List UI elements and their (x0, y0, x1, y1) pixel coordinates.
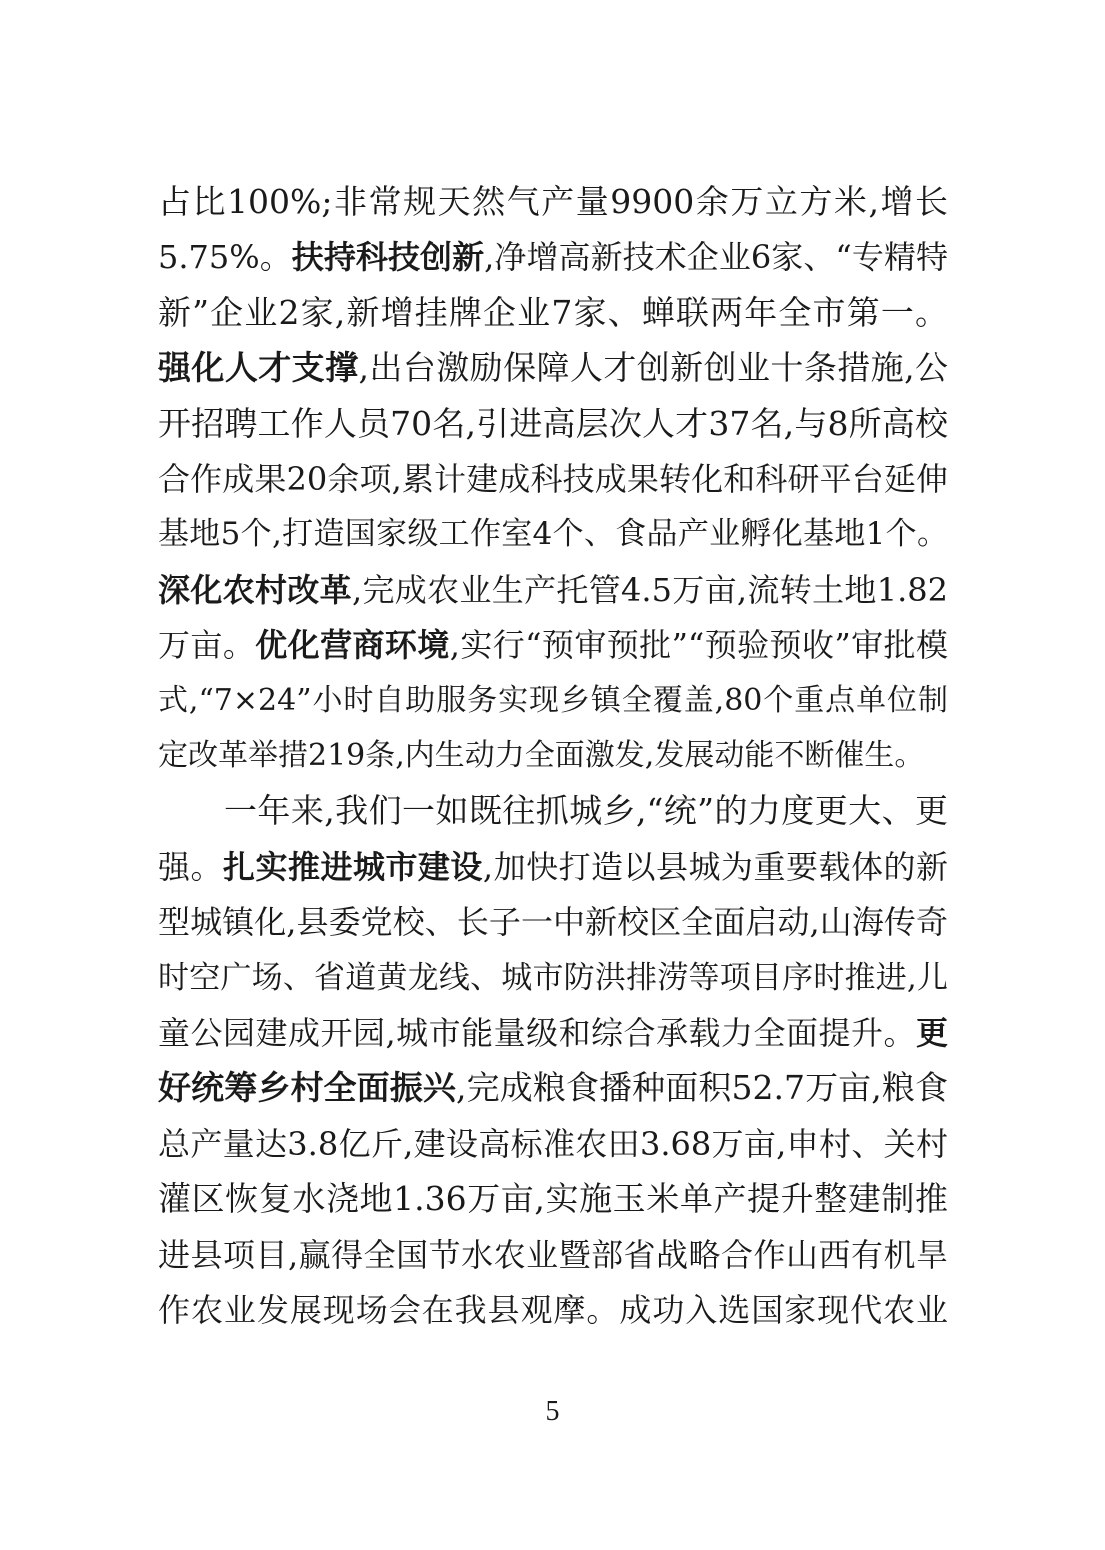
text-line (158, 175, 948, 229)
text-segment: 进县项目,赢得全国节水农业暨部省战略合作山西有机旱 (158, 1236, 948, 1274)
text-segment: ,完成农业生产托管4.5万亩,流转土地1.82 (351, 571, 948, 609)
text-segment: 式,“7×24”小时自助服务实现乡镇全覆盖,80个重点单位制 (158, 683, 948, 718)
text-segment: 5.75%。 (158, 238, 292, 276)
text-segment: 定改革举措219条,内生动力全面激发,发展动能不断催生。 (158, 738, 925, 773)
text-segment: 合作成果20余项,累计建成科技成果转化和科研平台延伸 (158, 460, 948, 498)
text-line (158, 452, 948, 506)
text-segment: ,完成粮食播种面积52.7万亩,粮食 (456, 1068, 948, 1107)
text-segment: 童公园建成开园,城市能量级和综合承载力全面提升。 (158, 1014, 916, 1052)
text-line (158, 951, 948, 1005)
text-segment: ,加快打造以县城为重要载体的新 (482, 848, 948, 886)
text-line (158, 397, 948, 451)
text-line (158, 1228, 948, 1282)
text-segment: 新”企业2家,新增挂牌企业7家、蝉联两年全市第一。 (158, 293, 948, 332)
text-segment: 强。 (158, 848, 223, 886)
text-segment: 占比100%;非常规天然气产量9900余万立方米,增长 (158, 182, 948, 221)
bold-phrase: 优化营商环境 (255, 626, 450, 664)
text-line (158, 674, 948, 728)
bold-phrase: 深化农村改革 (158, 571, 352, 609)
text-segment: 开招聘工作人员70名,引进高层次人才37名,与8所高校 (158, 404, 948, 443)
text-line (158, 840, 948, 894)
bold-phrase: 扶持科技创新 (291, 238, 485, 276)
text-line (158, 618, 948, 672)
text-line (158, 1006, 948, 1060)
text-segment: 万亩。 (158, 626, 256, 664)
text-line (158, 341, 948, 395)
text-segment: 基地5个,打造国家级工作室4个、食品产业孵化基地1个。 (158, 516, 948, 552)
bold-phrase: 更 (915, 1014, 948, 1052)
bold-phrase: 强化人才支撑 (158, 348, 359, 387)
bold-phrase: 扎实推进城市建设 (222, 848, 483, 886)
text-segment: 时空广场、省道黄龙线、城市防洪排涝等项目序时推进,儿 (158, 960, 948, 996)
text-line (158, 230, 948, 284)
text-line (158, 1061, 948, 1115)
text-segment: ,实行“预审预批”“预验预收”审批模 (449, 626, 948, 664)
text-line (158, 1117, 948, 1171)
text-segment: 总产量达3.8亿斤,建设高标准农田3.68万亩,申村、关村 (158, 1125, 948, 1163)
text-segment: 一年来,我们一如既往抓城乡,“统”的力度更大、更 (224, 791, 948, 830)
text-segment: ,出台激励保障人才创新创业十条措施,公 (358, 348, 948, 387)
text-line (158, 1172, 948, 1226)
text-segment: 型城镇化,县委党校、长子一中新校区全面启动,山海传奇 (158, 903, 948, 941)
text-segment: 灌区恢复水浇地1.36万亩,实施玉米单产提升整建制推 (158, 1179, 948, 1218)
text-line (158, 563, 948, 617)
page-number: 5 (545, 1396, 560, 1427)
text-line (158, 1283, 948, 1337)
text-line (158, 507, 948, 561)
text-line (158, 286, 948, 340)
text-line (158, 784, 948, 838)
text-line (158, 895, 948, 949)
text-line (158, 729, 948, 783)
text-segment: ,净增高新技术企业6家、“专精特 (484, 238, 948, 276)
text-segment: 作农业发展现场会在我县观摩。成功入选国家现代农业 (158, 1291, 948, 1329)
bold-phrase: 好统筹乡村全面振兴 (158, 1068, 456, 1107)
